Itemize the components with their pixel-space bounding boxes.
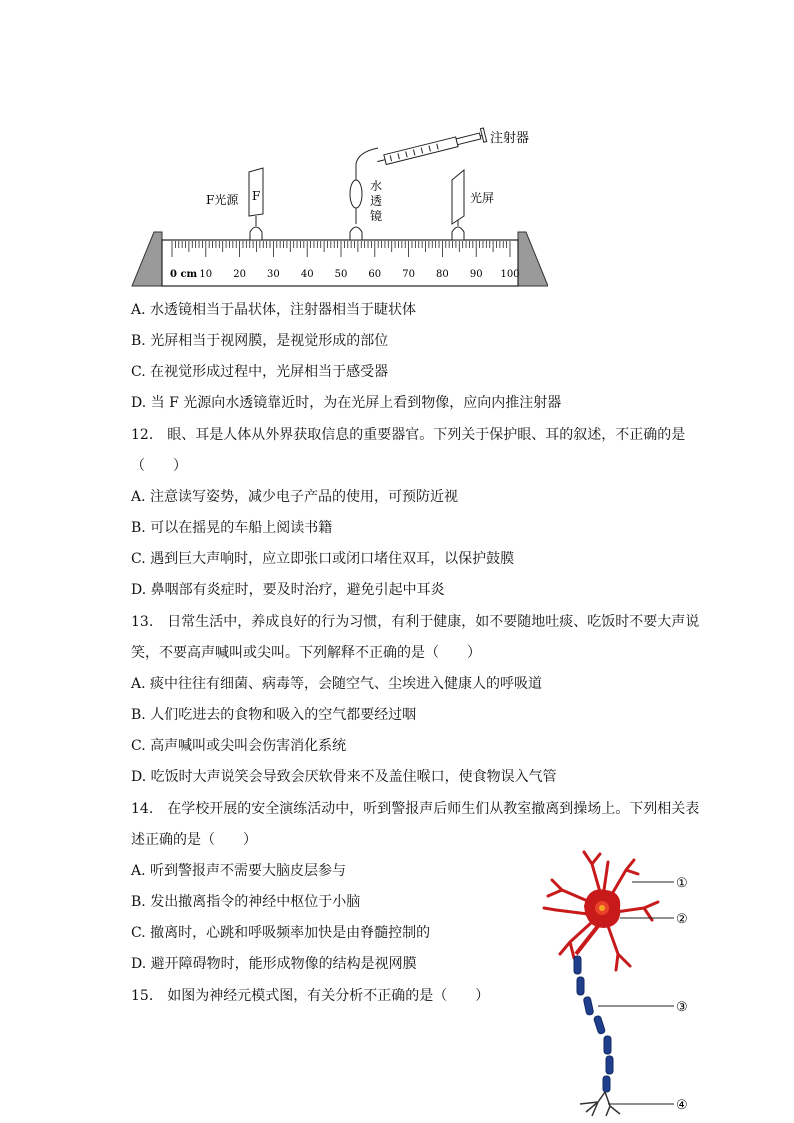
ruler-tick-label: 20 xyxy=(233,269,246,280)
light-screen xyxy=(452,170,464,240)
ruler-tick-label: 90 xyxy=(469,269,483,280)
ruler-tick-label: 10 xyxy=(199,269,213,280)
q13-stem-line1: 13. 日常生活中，养成良好的行为习惯，有利于健康，如不要随地吐痰、吃饭时不要大声说 xyxy=(131,614,700,630)
screen-label: 光屏 xyxy=(470,191,495,205)
q14-option-a[interactable]: A. 听到警报声不需要大脑皮层参与 xyxy=(131,863,347,879)
neuron-label-1: ① xyxy=(676,876,688,891)
q12-stem-line2: （ ） xyxy=(131,458,187,474)
ruler-tick-label: 40 xyxy=(300,269,314,280)
q13-option-a[interactable]: A. 痰中往往有细菌、病毒等，会随空气、尘埃进入健康人的呼吸道 xyxy=(131,676,543,692)
syringe xyxy=(376,128,487,168)
lens-label-1: 水 xyxy=(370,179,383,193)
q15-stem: 15. 如图为神经元模式图，有关分析不正确的是（ ） xyxy=(131,988,490,1004)
ruler-tick-label: 60 xyxy=(368,269,382,280)
syringe-label: 注射器 xyxy=(490,131,530,146)
q11-option-d[interactable]: D. 当 F 光源向水透镜靠近时，为在光屏上看到物像，应向内推注射器 xyxy=(131,395,562,411)
neuron-label-4: ④ xyxy=(676,1098,688,1113)
q13-option-d[interactable]: D. 吃饭时大声说笑会导致会厌软骨来不及盖住喉口，使食物误入气管 xyxy=(131,769,557,785)
neuron-label-3: ③ xyxy=(676,1000,688,1015)
neuron-figure xyxy=(540,850,700,1118)
q12-option-b[interactable]: B. 可以在摇晃的车船上阅读书籍 xyxy=(131,520,333,536)
q13-stem-line2: 笑，不要高声喊叫或尖叫。下列解释不正确的是（ ） xyxy=(131,645,481,661)
q14-option-d[interactable]: D. 避开障碍物时，能形成物像的结构是视网膜 xyxy=(131,956,417,972)
q13-option-b[interactable]: B. 人们吃进去的食物和吸入的空气都要经过咽 xyxy=(131,707,417,723)
eye-model-figure xyxy=(128,120,548,292)
q14-option-c[interactable]: C. 撤离时，心跳和呼吸频率加快是由脊髓控制的 xyxy=(131,925,431,941)
q11-option-c[interactable]: C. 在视觉形成过程中，光屏相当于感受器 xyxy=(131,364,389,380)
neuron-label-2: ② xyxy=(676,912,688,927)
ruler-tick-label: 100 xyxy=(500,269,520,280)
light-source-label: F光源 xyxy=(206,193,239,207)
source-letter: F xyxy=(252,189,261,203)
lens-label-2: 透 xyxy=(370,194,383,208)
q14-stem-line2: 述正确的是（ ） xyxy=(131,832,257,848)
q13-option-c[interactable]: C. 高声喊叫或尖叫会伤害消化系统 xyxy=(131,738,347,754)
q12-option-d[interactable]: D. 鼻咽部有炎症时，要及时治疗，避免引起中耳炎 xyxy=(131,582,445,598)
ruler-tick-label: 50 xyxy=(334,269,348,280)
lens-label-3: 镜 xyxy=(370,209,383,223)
ruler-tick-label: 70 xyxy=(402,269,415,280)
q12-option-a[interactable]: A. 注意读写姿势，减少电子产品的使用，可预防近视 xyxy=(131,489,459,505)
q14-stem-line1: 14. 在学校开展的安全演练活动中，听到警报声后师生们从教室撤离到操场上。下列相关表 xyxy=(131,801,700,817)
ruler-unit: 0 cm xyxy=(170,269,198,280)
q11-option-a[interactable]: A. 水透镜相当于晶状体，注射器相当于睫状体 xyxy=(131,302,417,318)
light-source xyxy=(249,168,263,240)
q12-stem-line1: 12. 眼、耳是人体从外界获取信息的重要器官。下列关于保护眼、耳的叙述，不正确的是 xyxy=(131,427,686,443)
ruler-tick-label: 30 xyxy=(267,269,280,280)
q14-option-b[interactable]: B. 发出撤离指令的神经中枢位于小脑 xyxy=(131,894,361,910)
q11-option-b[interactable]: B. 光屏相当于视网膜，是视觉形成的部位 xyxy=(131,333,389,349)
ruler-tick-label: 80 xyxy=(436,269,449,280)
q12-option-c[interactable]: C. 遇到巨大声响时，应立即张口或闭口堵住双耳，以保护鼓膜 xyxy=(131,551,515,567)
